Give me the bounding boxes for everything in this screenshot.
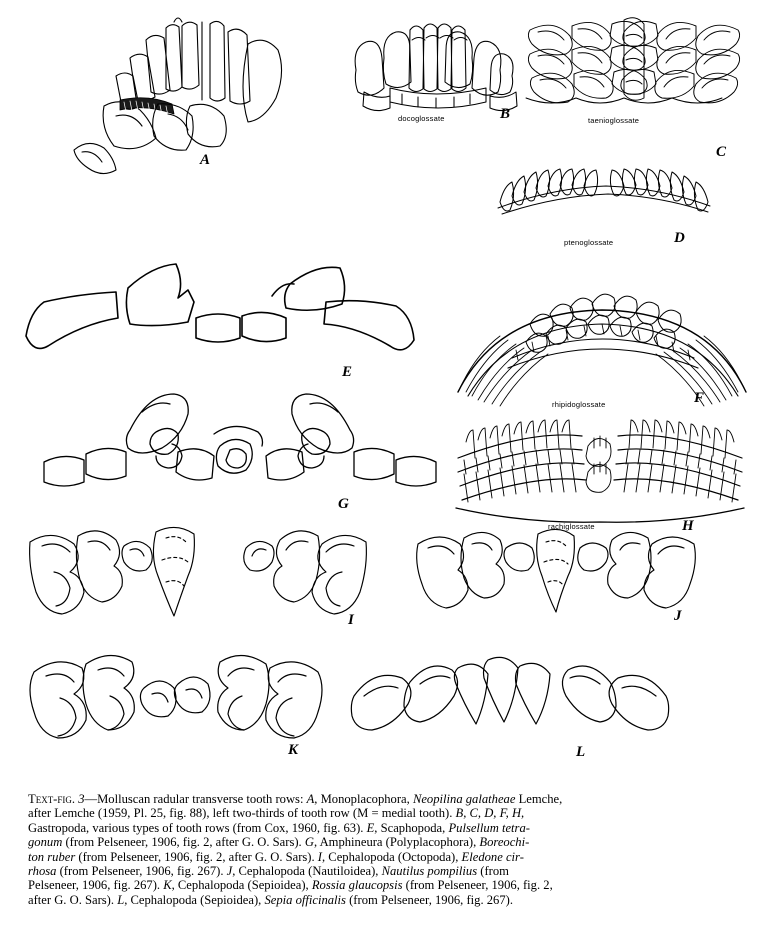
caption-line-7: Pelseneer, 1906, fig. 267). K, Cephalopoda (Sepioidea), Rossia glaucopsis (from Pelseneer, 1906, fig. 2, bbox=[28, 878, 553, 893]
panel-c-taenioglossate bbox=[520, 12, 740, 160]
caption-line-3: Gastropoda, various types of tooth rows (from Cox, 1960, fig. 63). E, Scaphopoda, Pulsellum tetra- bbox=[28, 820, 530, 835]
caption-line-5: ton ruber (from Pelseneer, 1906, fig. 2, after G. O. Sars). I, Cephalopoda (Octopoda), Eledone cir- bbox=[28, 849, 524, 864]
panel-letter-h: H bbox=[682, 518, 694, 534]
panel-letter-e: E bbox=[342, 364, 353, 380]
panel-caption-f: rhipidoglossate bbox=[552, 400, 606, 409]
panel-caption-b: docoglossate bbox=[398, 114, 445, 123]
panel-f-rhipidoglossate bbox=[452, 280, 752, 410]
panel-letter-a: A bbox=[200, 152, 211, 168]
panel-letter-b: B bbox=[500, 106, 511, 122]
caption-line-4: gonum (from Pelseneer, 1906, fig. 2, after G. O. Sars). G, Amphineura (Polyplacophora), Boreochi- bbox=[28, 835, 530, 850]
caption-line-1: Text-fig. 3—Molluscan radular transverse tooth rows: A, Monoplacophora, Neopilina galatheae Lemche, bbox=[28, 792, 563, 806]
panel-i-octopoda bbox=[20, 520, 380, 630]
panel-j-nautiloidea bbox=[412, 524, 712, 624]
panel-letter-l: L bbox=[576, 744, 586, 760]
panel-l-sepia-officinalis bbox=[340, 650, 680, 760]
panel-caption-c: taenioglossate bbox=[588, 116, 640, 125]
panel-g-amphineura bbox=[38, 390, 438, 510]
panel-letter-f: F bbox=[694, 390, 705, 406]
panel-letter-c: C bbox=[716, 144, 727, 160]
panel-e-scaphopoda bbox=[20, 240, 420, 380]
figure-caption bbox=[28, 792, 746, 907]
panel-d-ptenoglossate bbox=[492, 168, 712, 247]
caption-line-6: rhosa (from Pelseneer, 1906, fig. 267). J, Cephalopoda (Nautiloidea), Nautilus pompilius (from bbox=[28, 864, 509, 879]
panel-k-sepioidea-rossia bbox=[20, 648, 330, 758]
panel-letter-d: D bbox=[674, 230, 685, 246]
caption-line-8: after G. O. Sars). L, Cephalopoda (Sepioidea), Sepia officinalis (from Pelseneer, 1906, fig. 267). bbox=[28, 892, 513, 907]
panel-b-docoglossate bbox=[350, 18, 530, 123]
panel-h-rachiglossate bbox=[450, 424, 750, 534]
panel-letter-k: K bbox=[288, 742, 299, 758]
panel-letter-i: I bbox=[348, 612, 354, 628]
panel-a-monoplacophora bbox=[70, 10, 300, 175]
panel-letter-j: J bbox=[674, 608, 682, 624]
panel-caption-d: ptenoglossate bbox=[564, 238, 614, 247]
panel-letter-g: G bbox=[338, 496, 349, 512]
panel-caption-h: rachiglossate bbox=[548, 522, 595, 531]
caption-line-2: after Lemche (1959, Pl. 25, fig. 88), left two-thirds of tooth row (M = medial tooth). B, C, D, F, H, bbox=[28, 806, 525, 821]
